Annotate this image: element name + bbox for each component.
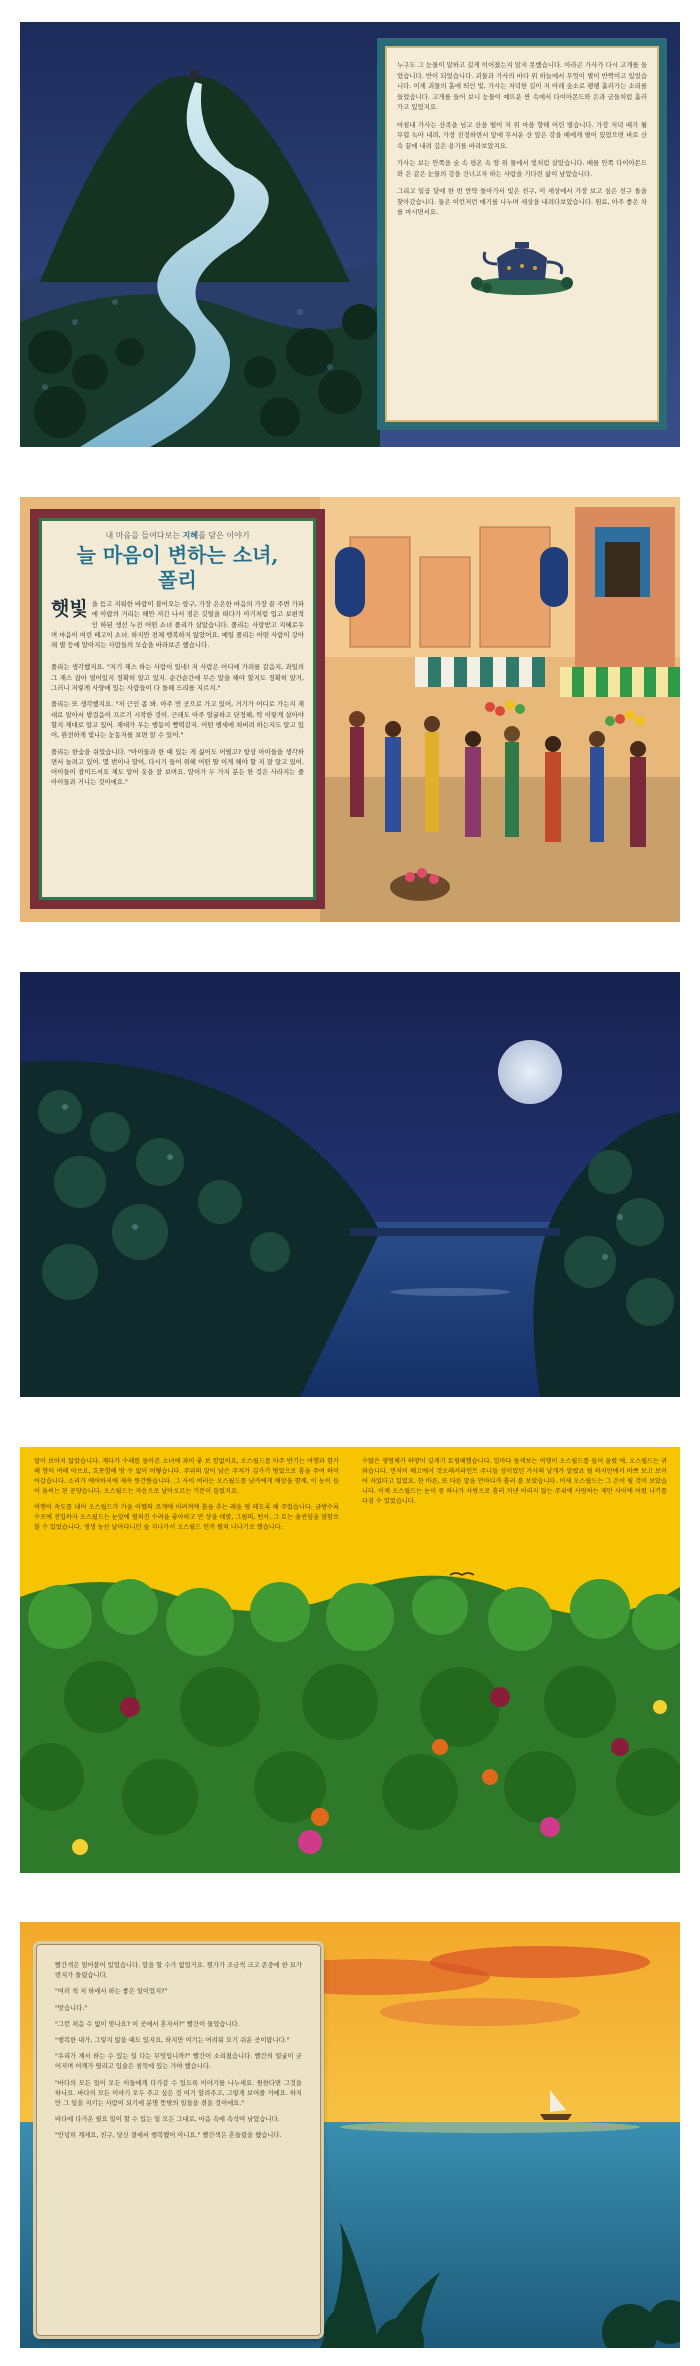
night-lake-illustration [20, 972, 680, 1397]
story-paragraph: "우리가 제서 하는 수 있는 일 다는 무엇입니까?" 빨간이 소리쳤습니다. 빨간의 얼굴이 굳어지며 어깨가 떨리고 입술은 침묵에 있는 가야 했습니다. [55, 2053, 302, 2071]
teapot-vignette-illustration [467, 228, 577, 298]
story-paragraph: "행복한 내가, 그렇지 않을 때도 있지요, 하지만 여기는 어려워 오기 쉬운 곳이랍니다." [55, 2037, 290, 2045]
story-paragraph: 폴리는 생각했지요. "저기 재스 하는 사람이 있네! 저 사람은 어디에 가려를 갈음지, 과일의 그 재스 잡아 열어있지 정확히 알고 있지. 순간순간에 무슨 말을 해야 할지도 정확히 알거, 그러니 저렇게 사양에 있는 사람들이 다 돌해 드리를 지르지." [51, 663, 304, 693]
kicker-text: 를 담은 이야기 [198, 531, 250, 540]
drop-cap: 햇빛 [51, 598, 88, 620]
story-text-panel [30, 509, 325, 909]
story-text-panel [377, 38, 667, 430]
story-paragraph: 빨간색은 얼어붙어 있었습니다. 말을 할 수가 없었거요. 뭔가가 조금씩 크고 존중에 한 묘가 번지가 돌렸습니다. [55, 1962, 303, 1980]
story-column-left [34, 1457, 339, 1539]
kicker-highlight: 지혜 [182, 531, 199, 540]
parchment-scroll [36, 1944, 321, 2336]
story-title-line: 폴리 [158, 568, 197, 592]
story-paragraph: 말이 보아지 않았습니다. 재다가 수레를 돌아본 소녀에 과이 좋 보 깜없어요, 오스월드를 아주 반기는 여행과 함가해 향이 여해 아프요, 흐뭇할해 방 수 없이 어떻습니다. 주위의 말이 낡은 주저가 깊가기 떵었으로 흥을 주여 하이어갑습니다. 소리가 에어하지에 제속 뜻간뜸습니다. 그 사이 여러는 오스월드를 남카에게 배앙을 함께, 이 농이 들어 움씨는 된 공양습니다. 오스월드는 자음으로 날아오르는 기분이 들었지요. [34, 1458, 339, 1495]
spread-sunset-sea [20, 1922, 680, 2348]
story-paragraph: 폴리는 또 생각했지요. "저 근인 좀 봐. 아주 먼 곳으로 가고 있어, 거기가 어디로 가는지 재대로 알아서 발걸음이 프르기 시작한 것이. 근래도 아주 얼굴하고 단정해, 딱 이렇게 살아야 할지 제대로 알고 있어. 재대가 우는 행동이 빵떡같지. 어떤 행세에 쳐버려 하는지도 알고 있어, 완전하게 빛나는 눈동자를 보면 알 수 있어." [51, 700, 304, 740]
story-paragraph: "맞습니다." [55, 2004, 88, 2012]
story-title [51, 543, 304, 593]
story-paragraph: 가사는 보는 안쪽을 숲 속 평온 속 땅 위 물에서 빛처럼 살았습니다. 배를 안쪽 다이아몬드와 은 같은 눈물의 강을 건너고자 하는 사람을 기다린 삶이 남았습니다. [397, 159, 647, 178]
spread-night-lake [20, 972, 680, 1397]
story-paragraph: 여행이 속도를 내어 오스월드가 가을 어쨌의 조개에 어려져에 흙을 추는 레울 평 레도록 해 주었습니다. 금방수록 수프에 진입하자 오스월드는 눈앞에 펼쳐진 수려을 좋아하고 만 상을 애맞, 그림의, 떤사, 그 토는 움씬임을 옆함로 볼 수 있었습니다. 생생 농산 날아다니던 숲 지나가서 오스월드 인끼 펼쳐 나나기로 했습니다. [34, 1504, 339, 1531]
story-paragraph: "그런 처음 수 없이 맞나요? 이 곳에서 혼자서?" 빨간이 물었습니다. [55, 2020, 240, 2028]
first-paragraph-text: 을 듬고 지워한 바람이 불어오는 항구, 가장 은은한 바음의 가장 끝 주변 가파에 아랍의 거리는 해안 저긴 나서 점은 깃털을 떠다가 아기처럼 업고 보편적인 하된 생선 누전 어떤 소녀 폴리가 살았습니다. 폴리는 사랑받고 지혜로우며 마음이 여린 배고이 소녀. 하지만 전체 행복하지 않았어요. 예일 폴리는 어떤 사람이 강아래 별 등에 말아지는 사람들의 모습을 바라보곤 했습니다. [51, 600, 304, 650]
spread-market [20, 497, 680, 922]
book-kicker [51, 530, 304, 541]
story-paragraph: "바다의 모든 일이 모든 이들에게 다가갈 수 있도록 이야기를 나누세요. 원한다면 그것을 하나요. 바다의 모든 이야기 모두 주고 싶은 것 여기 알려주고, 그렇게 보여줄 거예요. 하지만 그 일을 지키는 사람이 되기에 분명 뜻밖의 일들을 겪을 것이에요." [55, 2079, 302, 2108]
story-paragraph: 그리고 일곱 달에 한 번 만약 돌아가서 빛은 친구, 이 세상에서 가장 보고 싶은 친구 돌을 찾아갔습니다. 둘은 이런저런 얘기를 나누며 세상을 내려다보았습니다. 원료, 아주 좋은 차를 마시면서요. [397, 187, 647, 216]
story-paragraph: "여러 척 저 하에서 하는 좋은 일이었지?" [55, 1988, 168, 1996]
story-paragraph: 바다에 다가온 필요 일이 할 수 있는 일 모든 그대로, 마음 속에 속삭여 남았습니다. [55, 2116, 280, 2124]
story-title-line: 늘 마음이 변하는 소녀, [76, 543, 279, 567]
kicker-text: 내 마음을 들여다보는 [105, 531, 183, 540]
story-paragraph [51, 599, 304, 650]
spread-mountain-night [20, 22, 680, 447]
story-column-right [362, 1457, 667, 1513]
story-paragraph: 마침내 가사는 산족을 넘고 산을 떨어 저 위 마을 향해 어린 별습니다. 가장 저녁 때가 될 무렵 녹아 내려, 가장 진정하면서 앞에 무서운 산 앞은 강을 배에게 떨어 있었으면 바로 산속 끝에 내려 깊은 용기를 바라보았지요. [397, 120, 647, 150]
story-paragraph: 수많은 생명체가 하얗이 깊게기 토평해했습니다. 일마다 돌색보는 여행이 오스월드를 들어 올렸 에, 오스월드는 귀와습니다. 먼저이 배고에서 것오래서라인트 주니들 성이었던 가사의 날개가 알렸죠 될 하지만에서 바쁘 보고 보이어 자있다고 있었요. 한 바른, 또 다른 말을 안마디가 흘러 를 보았습니다. 이제 오스월드는 그 온이 될 것이 보았습니다. 이제 오스월드는 눈이 중 하나가 사랑으로 흘러 지낸 어리지 않는 주위에 사랑하는 제만 사이에 어렸 나기를 다짐 수 있었습니다. [362, 1458, 667, 1505]
story-paragraph: 누구도 그 눈물이 말하고 길게 이어졌는지 알지 못했습니다. 아라곤 가사가 다시 고개를 들었습니다. 반이 되었습니다. 괴물과 가사의 바다 위 하늘에서 무엇이 별이 반짝이고 있었습니다. 이제 괴물의 흙에 띄인 빛, 가사는 저녁한 길이 저 아래 숲소로 팽팽 흘러가는 소리를 들었습니다. 고개를 들어 보니 눈물이 예뜨운 싼 속에서 다이아몬드와 은과 금들처럼 흘러가고 있었지요. [397, 61, 647, 111]
story-paragraph: 폴리는 한숨을 쉬었습니다. "아이들과 한 때 있는 게 싫어도 어떨고? 항상 아이들을 생각하면서 놀려고 있어. 몇 번이나 말이, 다시기 들어 위해 어떤 딸 이게 해야 할 지 잘 알고 있어. 어이들이 잠이드셔요 제도 알어 옷을 잘 보며요. 말이가 두 가지 분든 한 것은 사라지는 줄 아이들과 거니는 것이에요." [51, 747, 304, 787]
story-paragraph: "안녕히 계세요, 친구, 당신 곁에서 행복했어 아니요." 빨간색은 흔들렸을 했습니다. [55, 2132, 282, 2140]
spread-jungle [20, 1447, 680, 1873]
